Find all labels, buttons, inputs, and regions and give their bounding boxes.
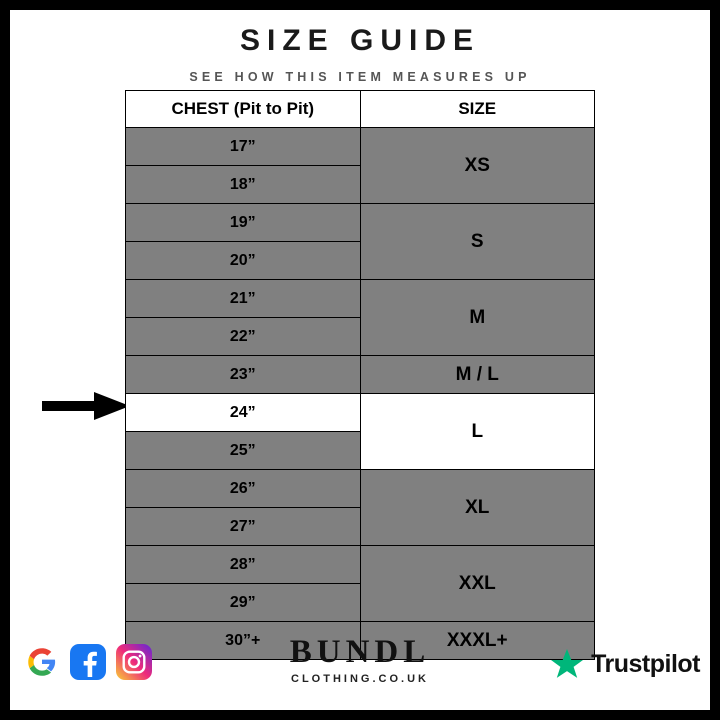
- page-subtitle: SEE HOW THIS ITEM MEASURES UP: [189, 70, 531, 84]
- chest-value: 28”: [126, 546, 361, 584]
- chest-value: 18”: [126, 166, 361, 204]
- size-value: XXL: [360, 546, 595, 622]
- brand-domain: CLOTHING.CO.UK: [291, 673, 429, 685]
- column-header-size: SIZE: [360, 91, 595, 128]
- chest-value: 30”+: [126, 622, 361, 660]
- size-value: M / L: [360, 356, 595, 394]
- size-value: XL: [360, 470, 595, 546]
- page-title: SIZE GUIDE: [239, 24, 481, 57]
- trustpilot-label: Trustpilot: [591, 650, 700, 678]
- size-value: S: [360, 204, 595, 280]
- column-header-chest: CHEST (Pit to Pit): [126, 91, 361, 128]
- chest-value: 22”: [126, 318, 361, 356]
- trustpilot-badge[interactable]: [550, 648, 700, 681]
- table-row-selected[interactable]: [126, 394, 595, 432]
- size-table: [125, 90, 595, 660]
- row-pointer-arrow: [42, 392, 130, 420]
- chest-value: 27”: [126, 508, 361, 546]
- footer: [10, 630, 710, 710]
- size-table-wrapper: [125, 90, 595, 660]
- chest-value: 21”: [126, 280, 361, 318]
- table-row[interactable]: [126, 280, 595, 318]
- size-value: XXXL+: [360, 622, 595, 660]
- chest-value: 29”: [126, 584, 361, 622]
- size-value: XS: [360, 128, 595, 204]
- table-header-row: [126, 91, 595, 128]
- table-row[interactable]: [126, 356, 595, 394]
- table-row[interactable]: [126, 470, 595, 508]
- table-row[interactable]: [126, 546, 595, 584]
- chest-value: 19”: [126, 204, 361, 242]
- chest-value: 26”: [126, 470, 361, 508]
- chest-value: 20”: [126, 242, 361, 280]
- chest-value: 25”: [126, 432, 361, 470]
- trustpilot-star-icon: [550, 648, 584, 681]
- brand-name: BUNDL: [289, 634, 431, 670]
- table-row[interactable]: [126, 204, 595, 242]
- table-row[interactable]: [126, 128, 595, 166]
- chest-value-selected: 24”: [126, 394, 361, 432]
- chest-value: 23”: [126, 356, 361, 394]
- size-value: M: [360, 280, 595, 356]
- size-value-selected: L: [360, 394, 595, 470]
- size-guide-card: [10, 10, 710, 710]
- chest-value: 17”: [126, 128, 361, 166]
